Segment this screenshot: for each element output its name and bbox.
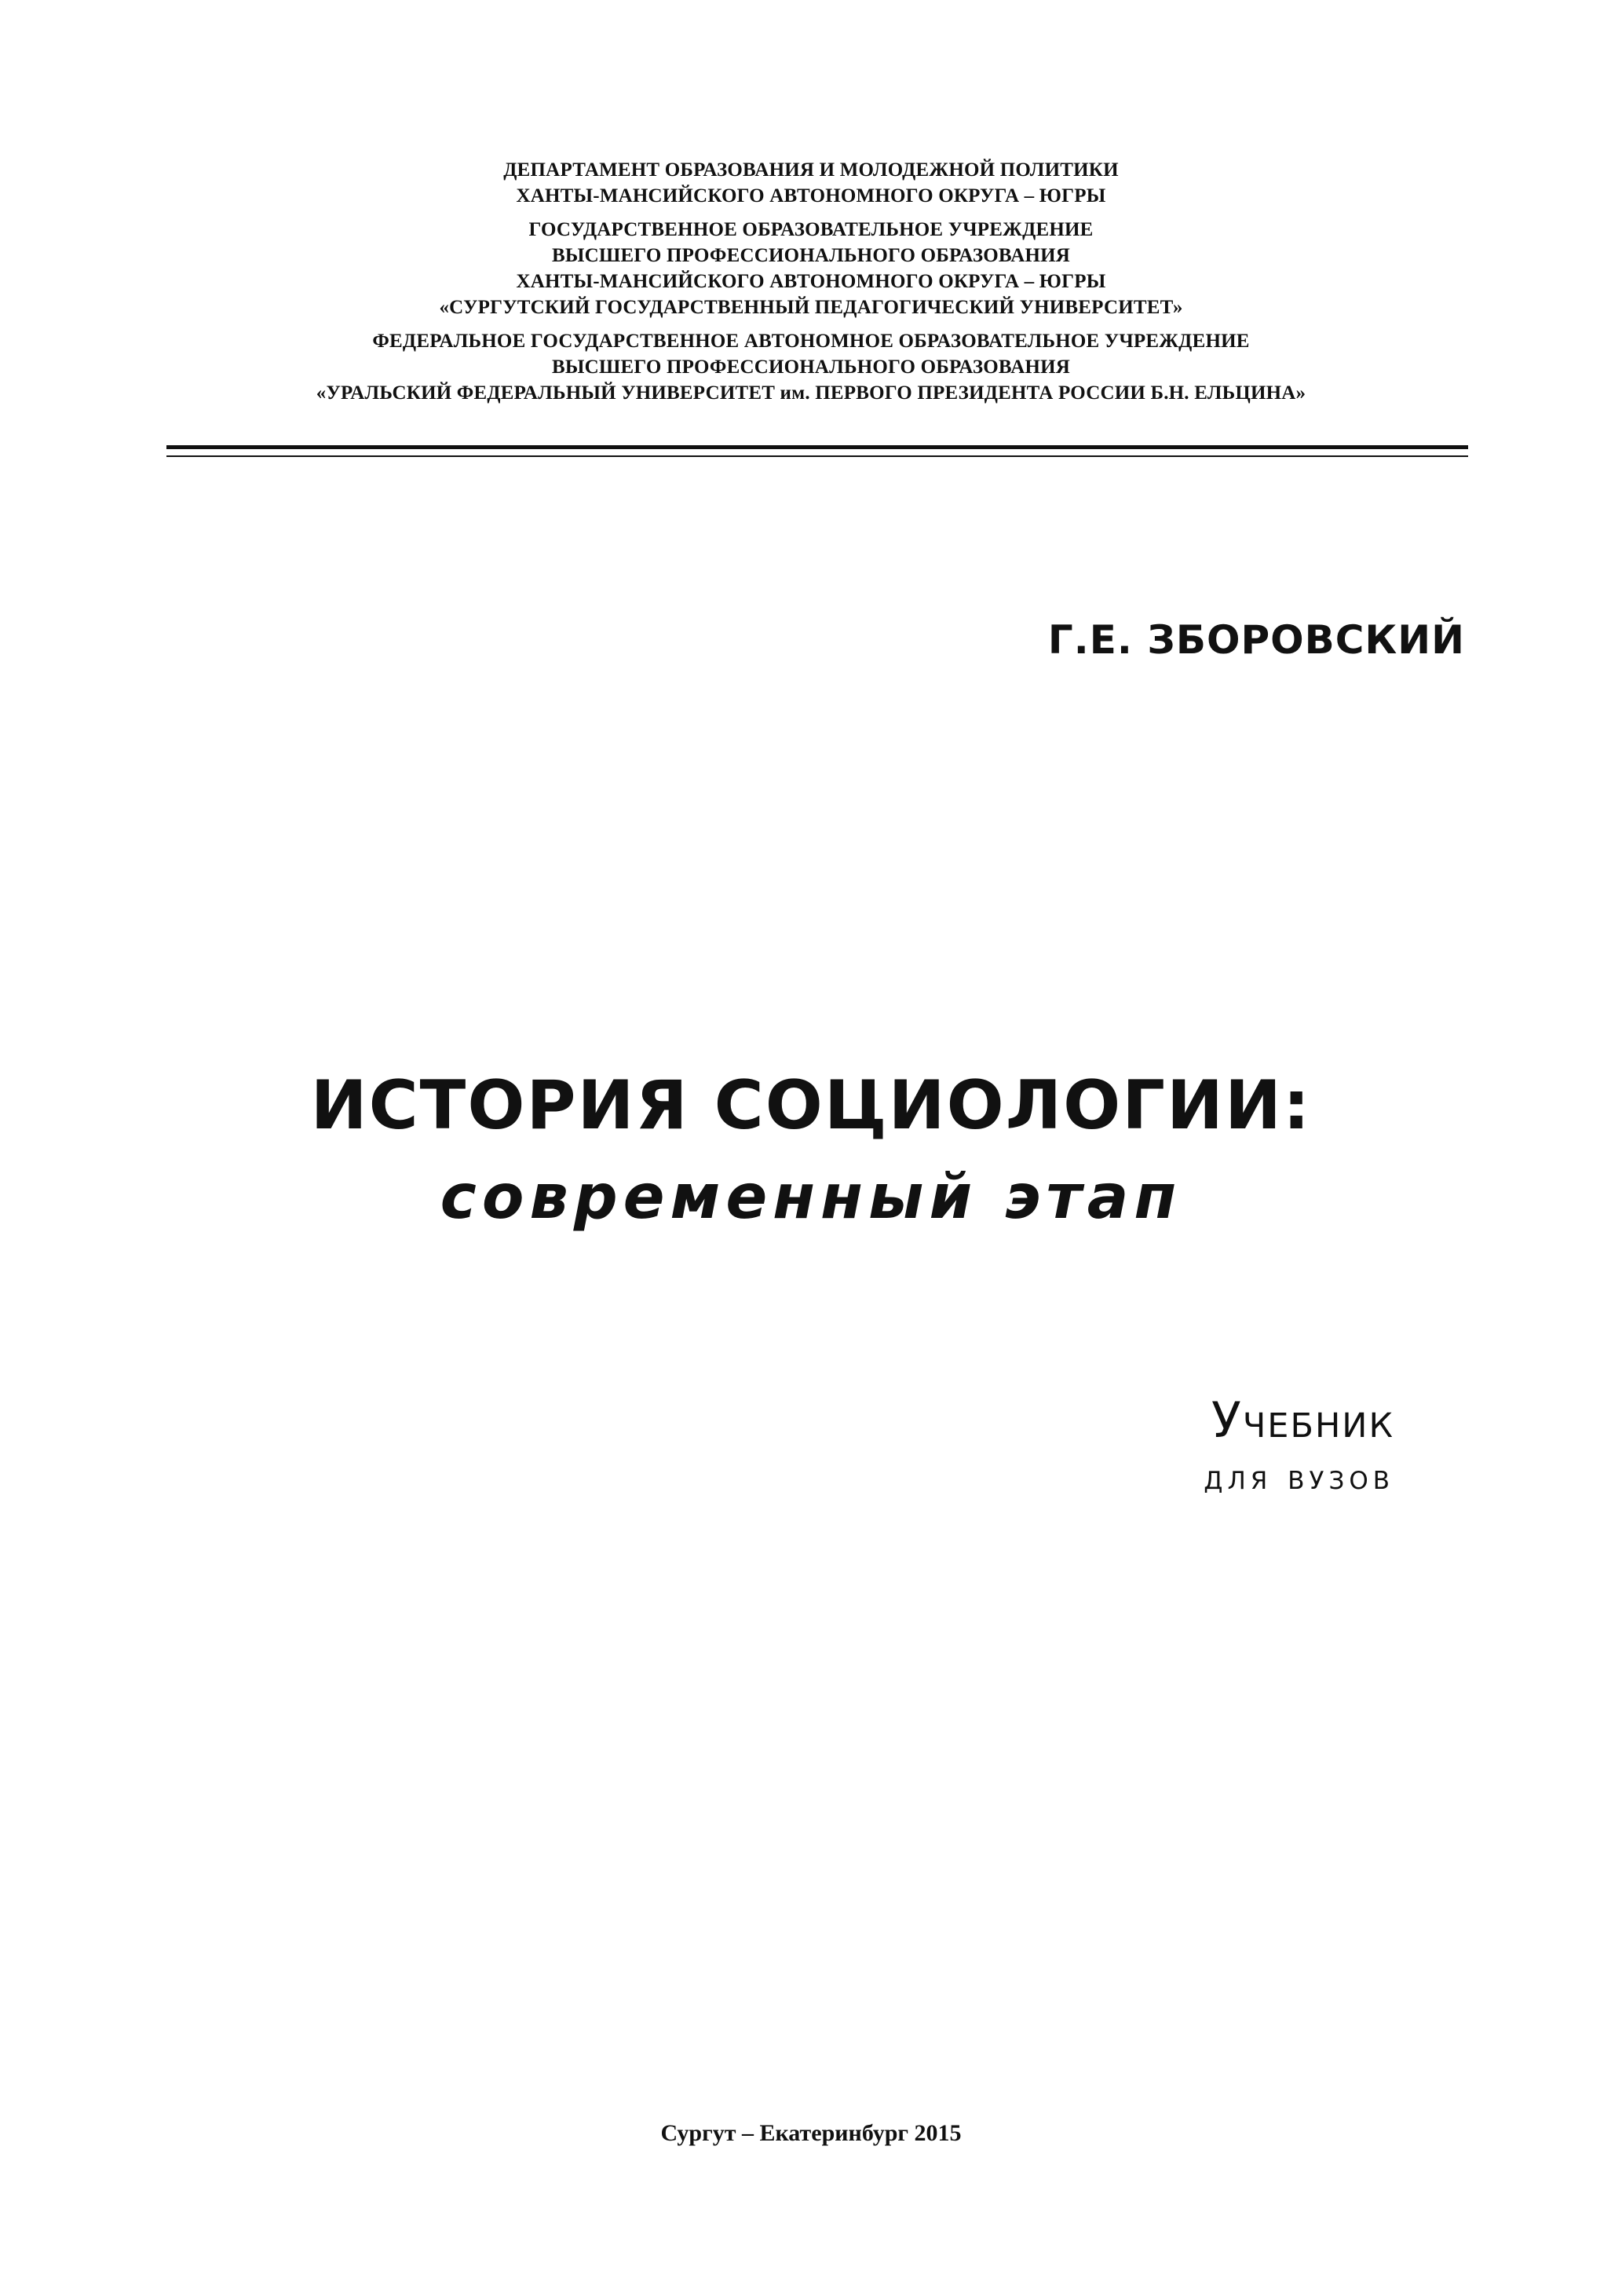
institution-block-surgut-university (0, 217, 1622, 320)
institution-line: «УРАЛЬСКИЙ ФЕДЕРАЛЬНЫЙ УНИВЕРСИТЕТ им. ПЕРВОГО ПРЕЗИДЕНТА РОССИИ Б.Н. ЕЛЬЦИНА» (316, 382, 1306, 404)
book-type-label: Учебник (1211, 1391, 1394, 1449)
author-name: Г.Е. ЗБОРОВСКИЙ (1047, 617, 1465, 663)
institution-line: ХАНТЫ-МАНСИЙСКОГО АВТОНОМНОГО ОКРУГА – ЮГРЫ (516, 185, 1106, 207)
institution-line: ВЫСШЕГО ПРОФЕССИОНАЛЬНОГО ОБРАЗОВАНИЯ (552, 356, 1070, 378)
institution-line: ВЫСШЕГО ПРОФЕССИОНАЛЬНОГО ОБРАЗОВАНИЯ (552, 245, 1070, 266)
header-divider-thin (166, 455, 1468, 457)
institution-line: ДЕПАРТАМЕНТ ОБРАЗОВАНИЯ И МОЛОДЕЖНОЙ ПОЛИТИКИ (503, 159, 1119, 181)
institution-line: ХАНТЫ-МАНСИЙСКОГО АВТОНОМНОГО ОКРУГА – ЮГРЫ (516, 271, 1106, 292)
imprint-place-year: Сургут – Екатеринбург 2015 (660, 2120, 962, 2146)
header-divider-thick (166, 445, 1468, 449)
institution-block-department (0, 157, 1622, 209)
institution-line: ГОСУДАРСТВЕННОЕ ОБРАЗОВАТЕЛЬНОЕ УЧРЕЖДЕНИЕ (528, 219, 1094, 240)
book-audience-label: для вузов (1204, 1457, 1394, 1497)
book-title: ИСТОРИЯ СОЦИОЛОГИИ: (310, 1066, 1312, 1145)
institution-line: «СУРГУТСКИЙ ГОСУДАРСТВЕННЫЙ ПЕДАГОГИЧЕСКИЙ УНИВЕРСИТЕТ» (439, 297, 1183, 318)
institution-block-ural-university (0, 328, 1622, 406)
book-subtitle: современный этап (440, 1162, 1182, 1233)
institution-line: ФЕДЕРАЛЬНОЕ ГОСУДАРСТВЕННОЕ АВТОНОМНОЕ ОБРАЗОВАТЕЛЬНОЕ УЧРЕЖДЕНИЕ (372, 331, 1250, 352)
